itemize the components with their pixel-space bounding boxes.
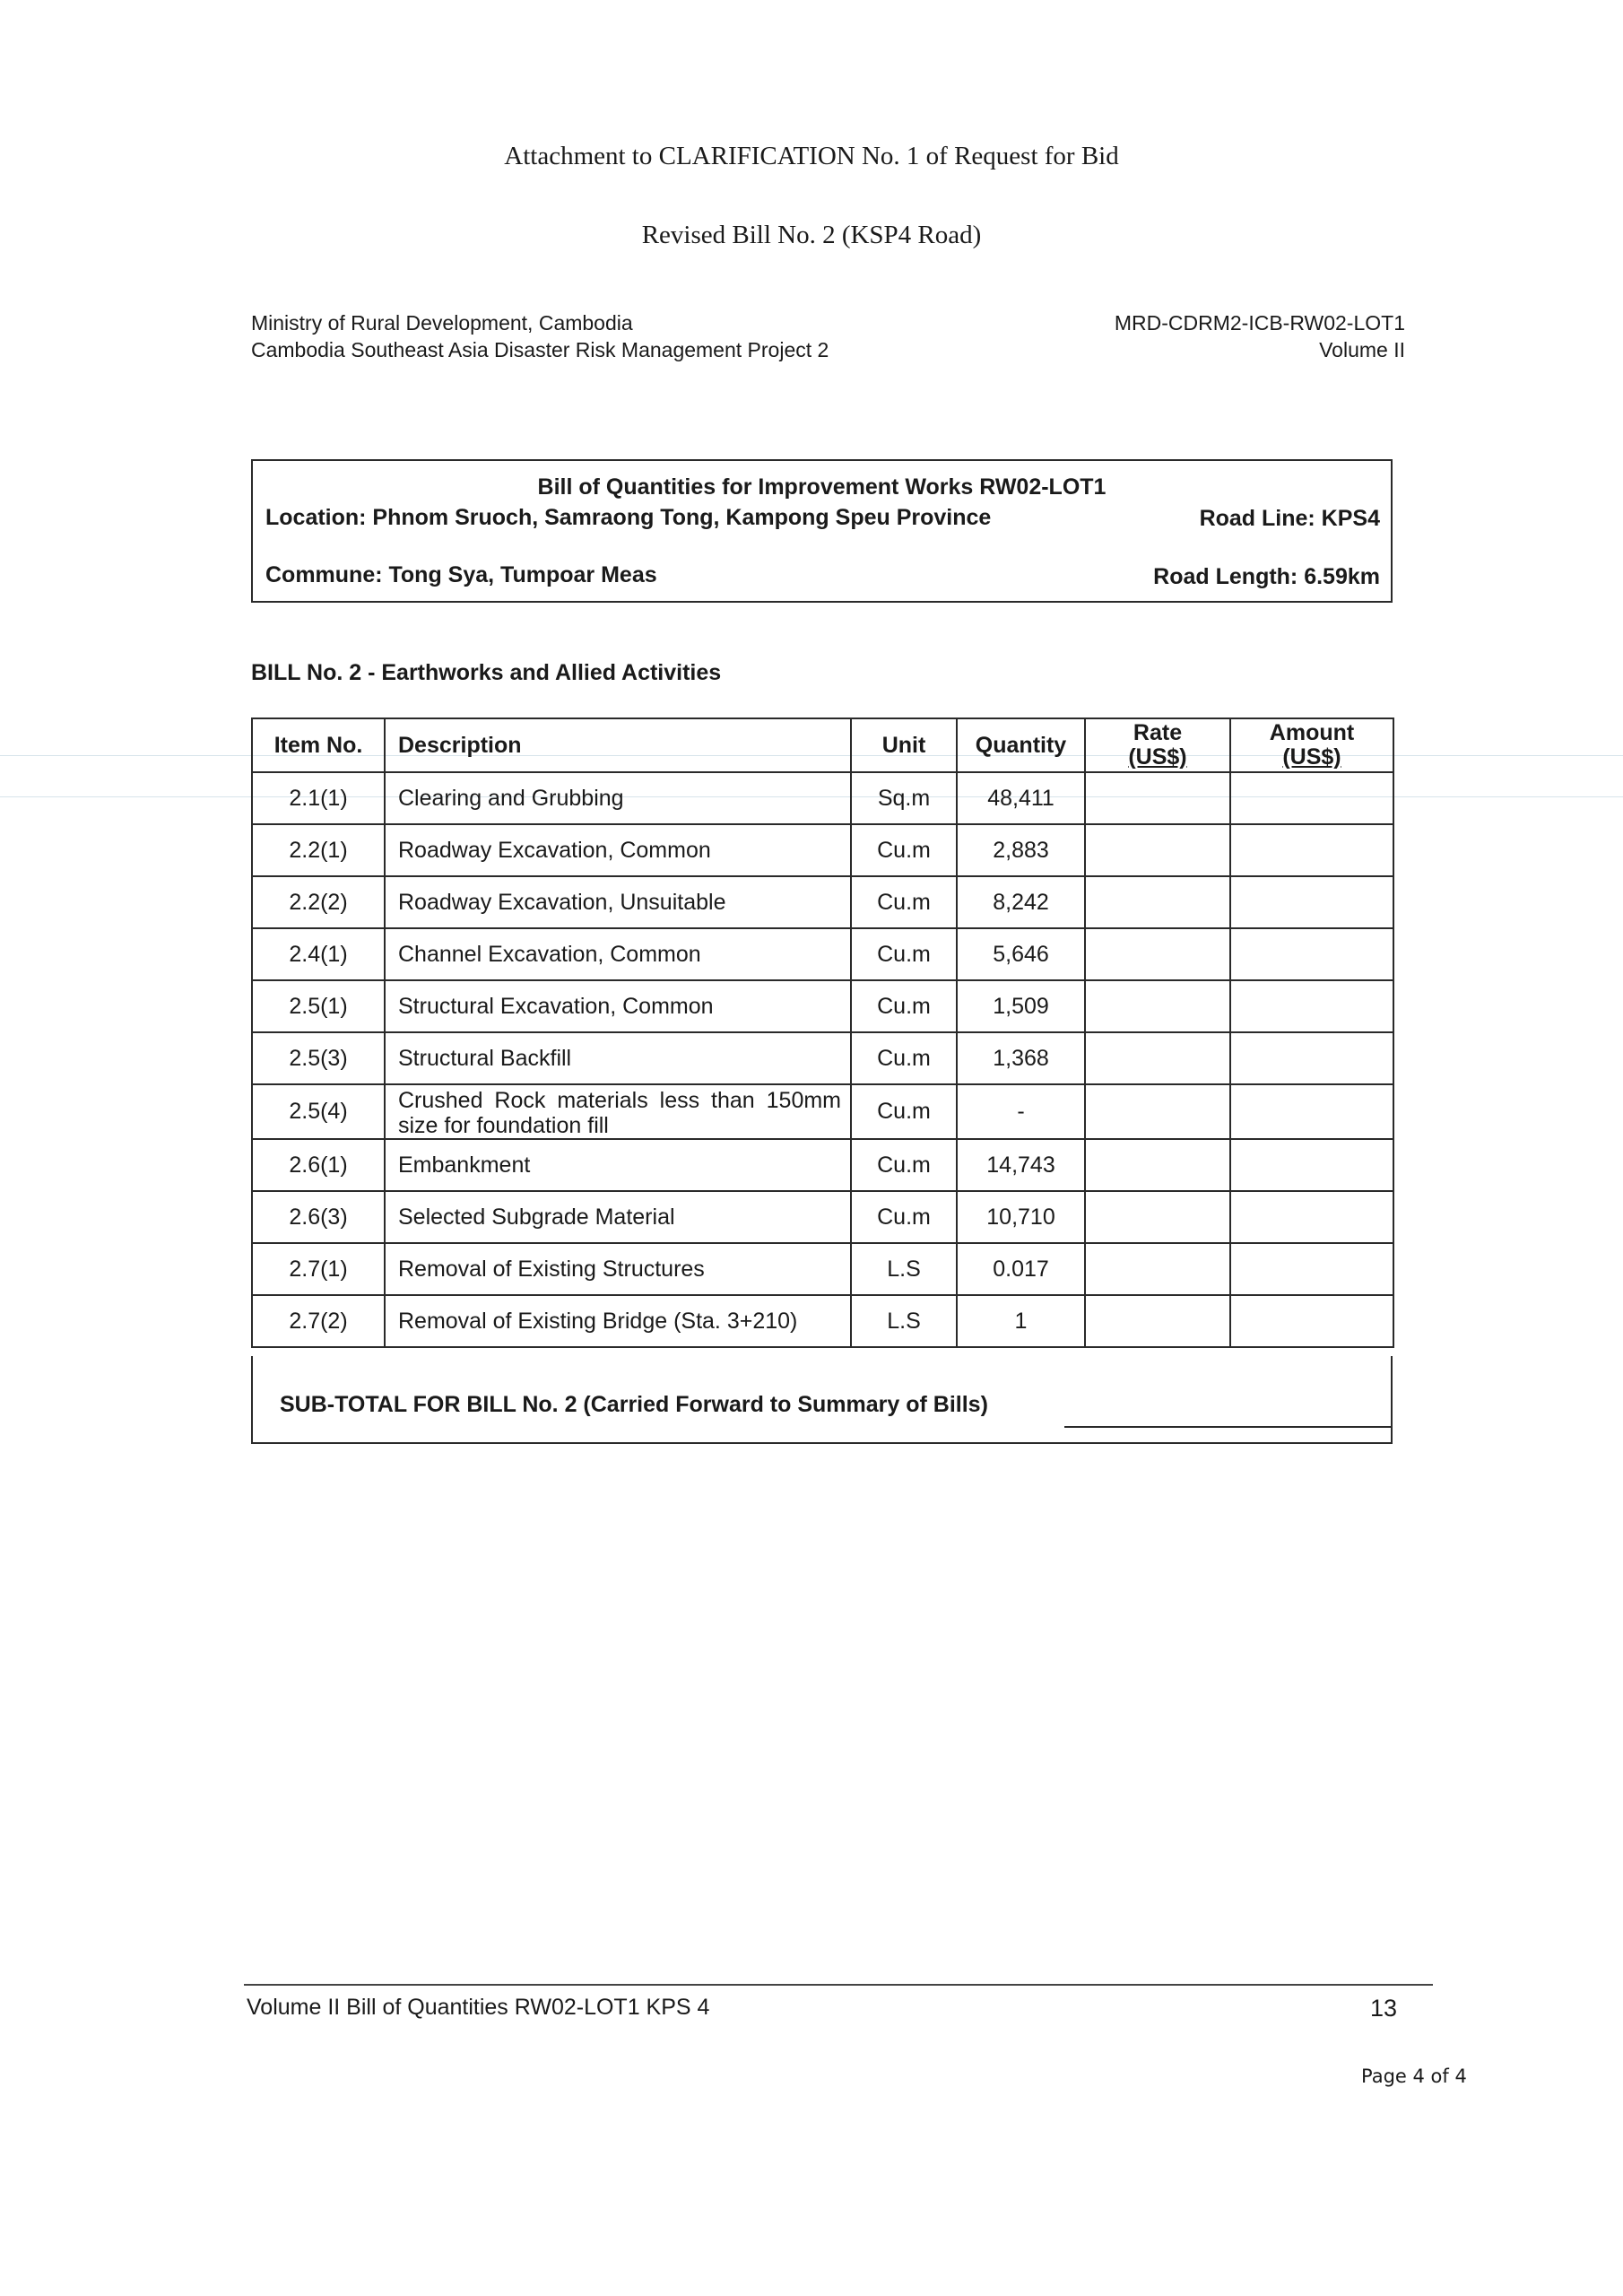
rate-cell (1085, 772, 1230, 824)
item-number: 2.7(2) (252, 1295, 385, 1347)
subtotal-amount-line (1064, 1426, 1393, 1428)
rate-cell (1085, 1295, 1230, 1347)
rate-cell (1085, 824, 1230, 876)
item-number: 2.2(2) (252, 876, 385, 928)
rate-cell (1085, 1139, 1230, 1191)
attachment-title: Attachment to CLARIFICATION No. 1 of Request for Bid (504, 142, 1119, 170)
item-description: Embankment (385, 1139, 851, 1191)
table-row (252, 1032, 1393, 1084)
item-unit: Cu.m (851, 1084, 957, 1139)
table-row (252, 1084, 1393, 1139)
rate-cell (1085, 876, 1230, 928)
amount-cell (1230, 1295, 1393, 1347)
item-description: Removal of Existing Structures (385, 1243, 851, 1295)
rate-cell (1085, 1032, 1230, 1084)
boq-location: Location: Phnom Sruoch, Samraong Tong, Kampong Speu Province (265, 505, 992, 530)
header-description: Description (385, 718, 851, 772)
header-rate (1085, 718, 1230, 772)
table-row (252, 876, 1393, 928)
item-quantity: 5,646 (957, 928, 1085, 980)
item-quantity: 1 (957, 1295, 1085, 1347)
boq-commune: Commune: Tong Sya, Tumpoar Meas (265, 562, 657, 587)
header-amount-label: Amount (1269, 720, 1355, 745)
item-number: 2.6(3) (252, 1191, 385, 1243)
table-row (252, 928, 1393, 980)
item-quantity: 10,710 (957, 1191, 1085, 1243)
rate-cell (1085, 980, 1230, 1032)
organization-line-1: Ministry of Rural Development, Cambodia (251, 311, 633, 335)
table-row (252, 1243, 1393, 1295)
header-amount-currency: (US$) (1282, 744, 1341, 770)
item-description: Channel Excavation, Common (385, 928, 851, 980)
item-quantity: - (957, 1084, 1085, 1139)
rate-cell (1085, 1243, 1230, 1295)
boq-info-box (251, 459, 1393, 603)
page-counter: Page 4 of 4 (1361, 2066, 1467, 2087)
header-amount (1230, 718, 1393, 772)
reference-code: MRD-CDRM2-ICB-RW02-LOT1 (1114, 311, 1405, 335)
table-row (252, 1295, 1393, 1347)
amount-cell (1230, 1032, 1393, 1084)
table-row (252, 1139, 1393, 1191)
amount-cell (1230, 1243, 1393, 1295)
item-description: Structural Backfill (385, 1032, 851, 1084)
item-number: 2.1(1) (252, 772, 385, 824)
item-unit: Cu.m (851, 1191, 957, 1243)
item-unit: Cu.m (851, 1139, 957, 1191)
amount-cell (1230, 1191, 1393, 1243)
organization-block (251, 309, 829, 363)
header-rate-currency: (US$) (1128, 744, 1187, 770)
table-row (252, 1191, 1393, 1243)
organization-line-2: Cambodia Southeast Asia Disaster Risk Management Project 2 (251, 338, 829, 361)
item-number: 2.4(1) (252, 928, 385, 980)
item-quantity: 1,509 (957, 980, 1085, 1032)
subtotal-box (251, 1356, 1393, 1444)
item-number: 2.7(1) (252, 1243, 385, 1295)
item-unit: Sq.m (851, 772, 957, 824)
reference-block (1115, 309, 1405, 363)
bill-table (251, 718, 1394, 1348)
header-quantity: Quantity (957, 718, 1085, 772)
boq-title: Bill of Quantities for Improvement Works RW02-LOT1 (537, 474, 1107, 500)
item-description: Roadway Excavation, Unsuitable (385, 876, 851, 928)
item-quantity: 1,368 (957, 1032, 1085, 1084)
subtotal-label: SUB-TOTAL FOR BILL No. 2 (Carried Forward to Summary of Bills) (280, 1392, 988, 1417)
amount-cell (1230, 772, 1393, 824)
item-unit: Cu.m (851, 876, 957, 928)
table-row (252, 772, 1393, 824)
item-description: Structural Excavation, Common (385, 980, 851, 1032)
amount-cell (1230, 1139, 1393, 1191)
amount-cell (1230, 928, 1393, 980)
item-number: 2.5(3) (252, 1032, 385, 1084)
item-unit: L.S (851, 1295, 957, 1347)
amount-cell (1230, 980, 1393, 1032)
item-number: 2.6(1) (252, 1139, 385, 1191)
footer-document-label: Volume II Bill of Quantities RW02-LOT1 KPS 4 (247, 1995, 710, 2020)
header-unit: Unit (851, 718, 957, 772)
boq-road-line: Road Line: KPS4 (1199, 506, 1380, 531)
table-row (252, 824, 1393, 876)
bill-heading: BILL No. 2 - Earthworks and Allied Activities (251, 660, 722, 685)
item-number: 2.5(1) (252, 980, 385, 1032)
header-rate-label: Rate (1133, 720, 1183, 745)
item-quantity: 8,242 (957, 876, 1085, 928)
item-description: Clearing and Grubbing (385, 772, 851, 824)
item-unit: L.S (851, 1243, 957, 1295)
item-description: Roadway Excavation, Common (385, 824, 851, 876)
amount-cell (1230, 824, 1393, 876)
footer-divider (244, 1984, 1433, 1986)
footer-page-number: 13 (1370, 1995, 1398, 2022)
item-quantity: 48,411 (957, 772, 1085, 824)
rate-cell (1085, 1084, 1230, 1139)
item-unit: Cu.m (851, 980, 957, 1032)
revised-bill-title: Revised Bill No. 2 (KSP4 Road) (641, 221, 982, 249)
item-description: Removal of Existing Bridge (Sta. 3+210) (385, 1295, 851, 1347)
item-unit: Cu.m (851, 1032, 957, 1084)
item-unit: Cu.m (851, 824, 957, 876)
item-description: Selected Subgrade Material (385, 1191, 851, 1243)
volume-label: Volume II (1319, 338, 1405, 361)
header-item-no: Item No. (252, 718, 385, 772)
item-number: 2.5(4) (252, 1084, 385, 1139)
rate-cell (1085, 928, 1230, 980)
item-quantity: 0.017 (957, 1243, 1085, 1295)
amount-cell (1230, 876, 1393, 928)
table-header-row (252, 718, 1393, 772)
amount-cell (1230, 1084, 1393, 1139)
boq-road-length: Road Length: 6.59km (1153, 564, 1380, 589)
table-row (252, 980, 1393, 1032)
item-unit: Cu.m (851, 928, 957, 980)
rate-cell (1085, 1191, 1230, 1243)
item-description: Crushed Rock materials less than 150mm size for foundation fill (385, 1084, 851, 1139)
item-number: 2.2(1) (252, 824, 385, 876)
item-quantity: 14,743 (957, 1139, 1085, 1191)
item-quantity: 2,883 (957, 824, 1085, 876)
